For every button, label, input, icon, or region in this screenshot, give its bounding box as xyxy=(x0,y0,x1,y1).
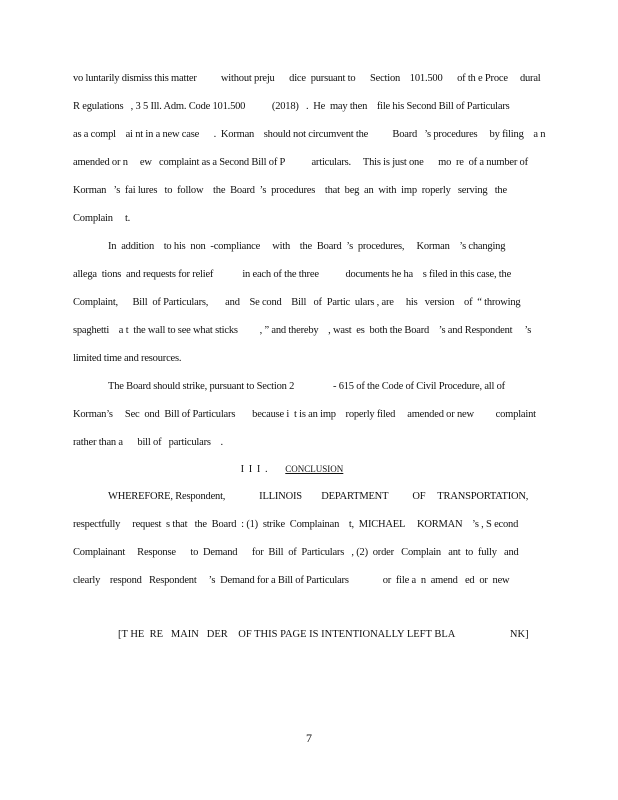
body-line: clearly respond Respondent ’s Demand for a Bill of Particulars or file a n amend ed or new xyxy=(73,575,510,586)
body-line: amended or n ew complaint as a Second Bill of P articulars. This is just one mo re of a number of xyxy=(73,157,528,168)
body-line: Complainant Response to Demand for Bill of Particulars , (2) order Complain ant to fully and xyxy=(73,547,519,558)
blank-page-notice: [T HE RE MAIN DER OF THIS PAGE IS INTENTIONALLY LEFT BLA NK] xyxy=(118,629,529,640)
body-line: respectfully request s that the Board : (1) strike Complainan t, MICHAEL KORMAN ’s , S econd xyxy=(73,519,519,530)
body-line: vo luntarily dismiss this matter without preju dice pursuant to Section 101.500 of th e Proce dural xyxy=(73,73,541,84)
body-line: The Board should strike, pursuant to Section 2 - 615 of the Code of Civil Procedure, all of xyxy=(108,381,505,392)
section-heading xyxy=(0,462,618,477)
page-number: 7 xyxy=(306,731,312,745)
body-line: spaghetti a t the wall to see what sticks , ” and thereby , wast es both the Board ’s and Respondent ’s xyxy=(73,325,532,336)
section-title: CONCLUSION xyxy=(285,464,344,474)
body-line: Complaint, Bill of Particulars, and Se cond Bill of Partic ulars , are his version of “ throwing xyxy=(73,297,521,308)
body-line: WHEREFORE, Respondent, ILLINOIS DEPARTMENT OF TRANSPORTATION, xyxy=(108,491,529,502)
body-line: as a compl ai nt in a new case . Korman should not circumvent the Board ’s procedures by filing a n xyxy=(73,129,546,140)
section-number: I I I . xyxy=(240,464,269,475)
body-line: Korman ’s fai lures to follow the Board ’s procedures that beg an with imp roperly serving the xyxy=(73,185,507,196)
body-line: In addition to his non -compliance with the Board ’s procedures, Korman ’s changing xyxy=(108,241,506,252)
body-line: allega tions and requests for relief in each of the three documents he ha s filed in this case, the xyxy=(73,269,512,280)
body-line: R egulations , 3 5 Ill. Adm. Code 101.500 (2018) . He may then file his Second Bill of Particulars xyxy=(73,101,510,112)
body-line: Korman’s Sec ond Bill of Particulars because i t is an imp roperly filed amended or new complaint xyxy=(73,409,536,420)
body-line: limited time and resources. xyxy=(73,353,182,364)
body-line: Complain t. xyxy=(73,213,131,224)
body-line: rather than a bill of particulars . xyxy=(73,437,223,448)
